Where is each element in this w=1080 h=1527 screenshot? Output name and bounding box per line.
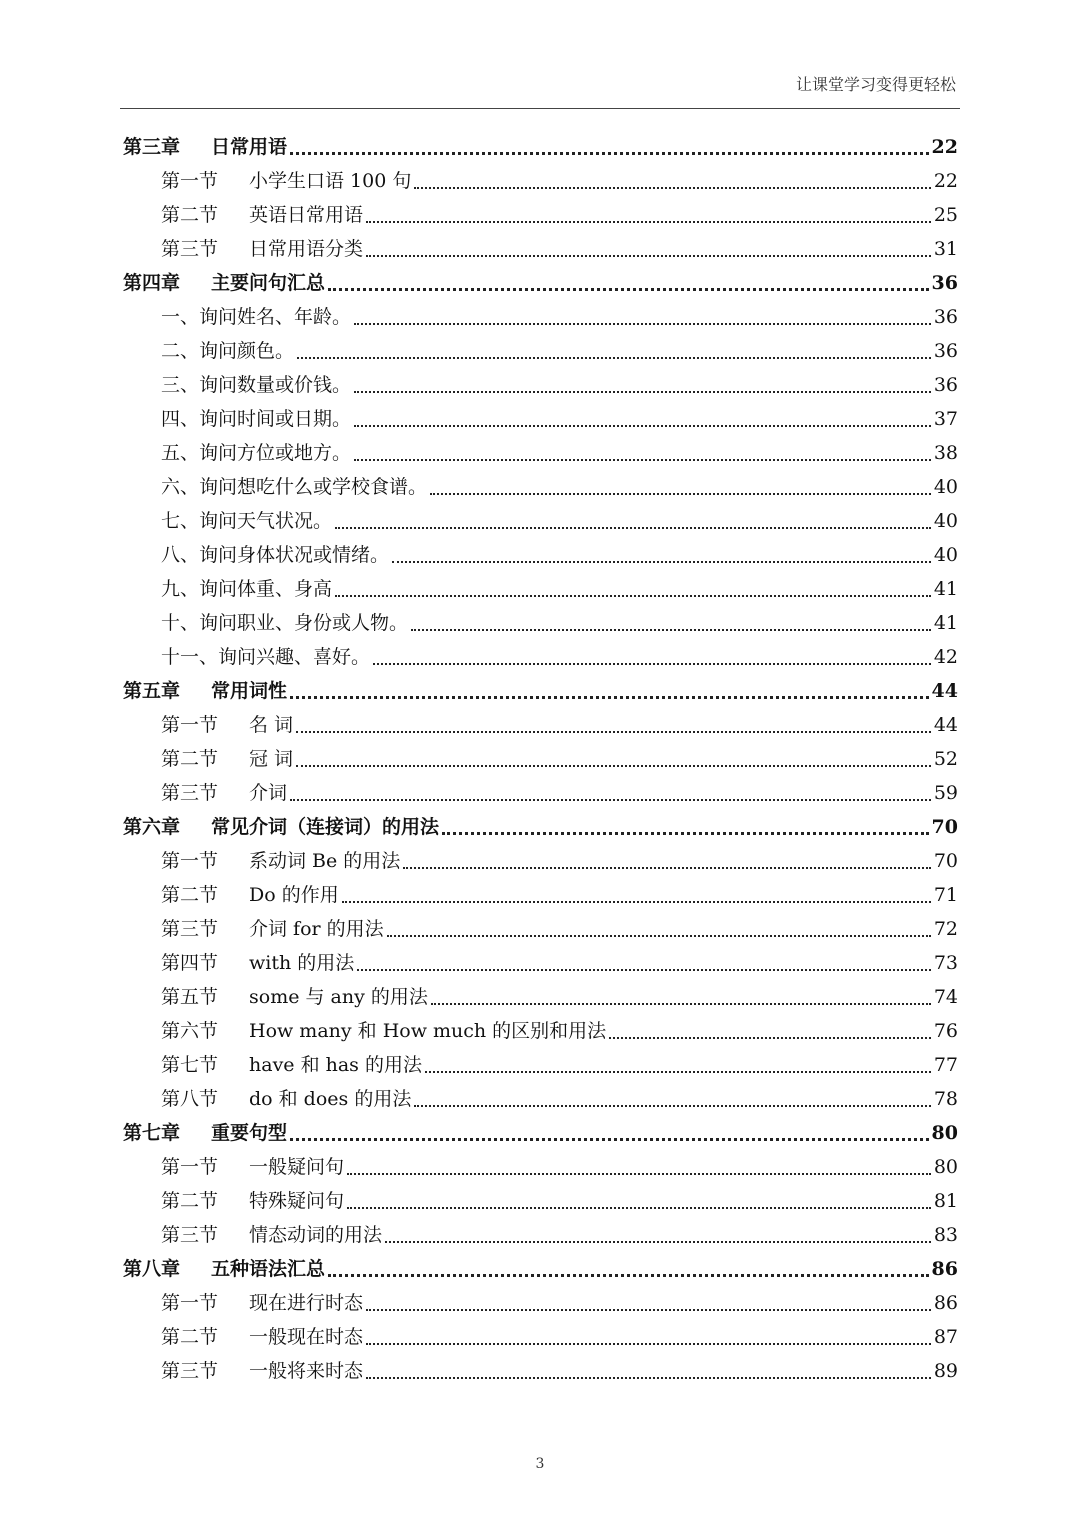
dot-leader xyxy=(342,900,931,903)
toc-title: 八、询问身体状况或情绪。 xyxy=(161,544,390,566)
toc-chapter-row[interactable] xyxy=(123,266,958,300)
toc-title: 情态动词的用法 xyxy=(249,1224,383,1246)
toc-title: 日常用语 xyxy=(211,136,288,158)
toc-title: 四、询问时间或日期。 xyxy=(161,408,352,430)
toc-title: 一般将来时态 xyxy=(249,1360,364,1382)
dot-leader xyxy=(290,798,931,801)
toc-number: 第三节 xyxy=(161,782,219,804)
toc-title: 一般疑问句 xyxy=(249,1156,345,1178)
toc-page-number: 40 xyxy=(933,476,958,498)
toc-entry-row[interactable] xyxy=(123,1048,958,1082)
toc-title: 名 词 xyxy=(249,714,294,736)
toc-chapter-row[interactable] xyxy=(123,1116,958,1150)
dot-leader xyxy=(609,1036,931,1039)
toc-title: 介词 for 的用法 xyxy=(249,918,384,940)
dot-leader xyxy=(366,1308,931,1311)
toc-page-number: 36 xyxy=(933,374,958,396)
toc-title: 介词 xyxy=(249,782,288,804)
toc-title: 小学生口语 100 句 xyxy=(249,170,412,192)
toc-title: 常见介词（连接词）的用法 xyxy=(211,816,440,838)
toc-page-number: 37 xyxy=(933,408,958,430)
toc-entry-row[interactable] xyxy=(123,1354,958,1388)
toc-page-number: 36 xyxy=(933,306,958,328)
toc-page-number: 77 xyxy=(933,1054,958,1076)
toc-entry-row[interactable] xyxy=(123,946,958,980)
toc-title: 一、询问姓名、年龄。 xyxy=(161,306,352,328)
toc-page-number: 31 xyxy=(933,238,958,260)
toc-title: 系动词 Be 的用法 xyxy=(249,850,401,872)
toc-page-number: 22 xyxy=(933,170,958,192)
toc-chapter-row[interactable] xyxy=(123,674,958,708)
page-number: 3 xyxy=(535,1456,545,1472)
toc-title: 主要问句汇总 xyxy=(211,272,326,294)
toc-page-number: 59 xyxy=(933,782,958,804)
dot-leader xyxy=(425,1070,931,1073)
toc-number: 第三节 xyxy=(161,918,219,940)
toc-title: Do 的作用 xyxy=(249,884,339,906)
toc-entry-row[interactable] xyxy=(123,1184,958,1218)
toc-page-number: 86 xyxy=(931,1258,958,1280)
toc-page-number: 42 xyxy=(933,646,958,668)
toc-entry-row[interactable] xyxy=(123,368,958,402)
toc-entry-row[interactable] xyxy=(123,198,958,232)
toc-entry-row[interactable] xyxy=(123,334,958,368)
toc-number: 第一节 xyxy=(161,714,219,736)
toc-page-number: 80 xyxy=(933,1156,958,1178)
toc-title: 重要句型 xyxy=(211,1122,288,1144)
toc-title: some 与 any 的用法 xyxy=(249,986,428,1008)
toc-page-number: 52 xyxy=(933,748,958,770)
dot-leader xyxy=(347,1206,931,1209)
dot-leader xyxy=(354,322,931,325)
toc-title: 一般现在时态 xyxy=(249,1326,364,1348)
dot-leader xyxy=(354,390,931,393)
toc-entry-row[interactable] xyxy=(123,402,958,436)
dot-leader xyxy=(296,730,931,733)
toc-entry-row[interactable] xyxy=(123,1320,958,1354)
dot-leader xyxy=(366,220,931,223)
dot-leader xyxy=(414,186,930,189)
toc-page-number: 81 xyxy=(933,1190,958,1212)
toc-entry-row[interactable] xyxy=(123,300,958,334)
toc-page-number: 83 xyxy=(933,1224,958,1246)
dot-leader xyxy=(335,594,931,597)
toc-entry-row[interactable] xyxy=(123,504,958,538)
toc-number: 第六章 xyxy=(123,816,181,838)
toc-number: 第三节 xyxy=(161,1224,219,1246)
toc-page-number: 80 xyxy=(931,1122,958,1144)
toc-entry-row[interactable] xyxy=(123,232,958,266)
dot-leader xyxy=(431,1002,931,1005)
toc-title: 十一、询问兴趣、喜好。 xyxy=(161,646,371,668)
toc-title: 特殊疑问句 xyxy=(249,1190,345,1212)
toc-title: 冠 词 xyxy=(249,748,294,770)
toc-number: 第二节 xyxy=(161,204,219,226)
toc-title: 英语日常用语 xyxy=(249,204,364,226)
toc-number: 第七章 xyxy=(123,1122,181,1144)
toc-number: 第一节 xyxy=(161,850,219,872)
toc-number: 第六节 xyxy=(161,1020,219,1042)
toc-number: 第二节 xyxy=(161,1190,219,1212)
toc-number: 第五节 xyxy=(161,986,219,1008)
toc-entry-row[interactable] xyxy=(123,742,958,776)
toc-entry-row[interactable] xyxy=(123,572,958,606)
toc-entry-row[interactable] xyxy=(123,1218,958,1252)
toc-page-number: 40 xyxy=(933,544,958,566)
toc-entry-row[interactable] xyxy=(123,538,958,572)
toc-page-number: 86 xyxy=(933,1292,958,1314)
toc-page-number: 74 xyxy=(933,986,958,1008)
dot-leader xyxy=(366,1342,931,1345)
toc-title: 五、询问方位或地方。 xyxy=(161,442,352,464)
toc-page-number: 44 xyxy=(931,680,958,702)
dot-leader xyxy=(357,968,931,971)
toc-page-number: 70 xyxy=(933,850,958,872)
toc-entry-row[interactable] xyxy=(123,1150,958,1184)
dot-leader xyxy=(335,526,931,529)
toc-page-number: 41 xyxy=(933,578,958,600)
toc-title: 二、询问颜色。 xyxy=(161,340,295,362)
toc-entry-row[interactable] xyxy=(123,844,958,878)
toc-title: with 的用法 xyxy=(249,952,355,974)
toc-number: 第四章 xyxy=(123,272,181,294)
dot-leader xyxy=(411,628,931,631)
dot-leader xyxy=(354,424,931,427)
dot-leader xyxy=(403,866,931,869)
dot-leader xyxy=(328,1273,929,1277)
toc-chapter-row[interactable] xyxy=(123,810,958,844)
toc-entry-row[interactable] xyxy=(123,708,958,742)
toc-page-number: 72 xyxy=(933,918,958,940)
running-header: 让课堂学习变得更轻松 xyxy=(795,75,956,94)
toc-page-number: 44 xyxy=(933,714,958,736)
toc-chapter-row[interactable] xyxy=(123,1252,958,1286)
dot-leader xyxy=(290,1137,929,1141)
dot-leader xyxy=(442,831,929,835)
toc-entry-row[interactable] xyxy=(123,912,958,946)
dot-leader xyxy=(385,1240,931,1243)
toc-number: 第三节 xyxy=(161,1360,219,1382)
toc-number: 第八节 xyxy=(161,1088,219,1110)
toc-entry-row[interactable] xyxy=(123,980,958,1014)
toc-number: 第一节 xyxy=(161,170,219,192)
toc-entry-row[interactable] xyxy=(123,436,958,470)
toc-number: 第三章 xyxy=(123,136,181,158)
toc-number: 第五章 xyxy=(123,680,181,702)
toc-entry-row[interactable] xyxy=(123,164,958,198)
toc-number: 第七节 xyxy=(161,1054,219,1076)
toc-number: 第一节 xyxy=(161,1292,219,1314)
dot-leader xyxy=(347,1172,931,1175)
toc-page-number: 40 xyxy=(933,510,958,532)
toc-entry-row[interactable] xyxy=(123,776,958,810)
toc-number: 第八章 xyxy=(123,1258,181,1280)
toc-title: 三、询问数量或价钱。 xyxy=(161,374,352,396)
toc-title: 现在进行时态 xyxy=(249,1292,364,1314)
toc-page-number: 73 xyxy=(933,952,958,974)
toc-number: 第二节 xyxy=(161,1326,219,1348)
toc-number: 第四节 xyxy=(161,952,219,974)
toc-page-number: 22 xyxy=(931,136,958,158)
dot-leader xyxy=(392,560,931,563)
toc-entry-row[interactable] xyxy=(123,878,958,912)
toc-entry-row[interactable] xyxy=(123,470,958,504)
toc-entry-row[interactable] xyxy=(123,1286,958,1320)
toc-title: 常用词性 xyxy=(211,680,288,702)
toc-chapter-row[interactable] xyxy=(123,130,958,164)
dot-leader xyxy=(296,764,931,767)
toc-page-number: 89 xyxy=(933,1360,958,1382)
toc-page-number: 25 xyxy=(933,204,958,226)
toc-entry-row[interactable] xyxy=(123,640,958,674)
toc-title: 六、询问想吃什么或学校食谱。 xyxy=(161,476,428,498)
toc-page-number: 76 xyxy=(933,1020,958,1042)
toc-page-number: 36 xyxy=(933,340,958,362)
toc-entry-row[interactable] xyxy=(123,1014,958,1048)
dot-leader xyxy=(290,151,929,155)
toc-page-number: 36 xyxy=(931,272,958,294)
dot-leader xyxy=(290,695,929,699)
toc-title: 十、询问职业、身份或人物。 xyxy=(161,612,409,634)
dot-leader xyxy=(366,1376,931,1379)
toc-page-number: 41 xyxy=(933,612,958,634)
toc-title: 日常用语分类 xyxy=(249,238,364,260)
toc-title: 九、询问体重、身高 xyxy=(161,578,333,600)
dot-leader xyxy=(430,492,931,495)
dot-leader xyxy=(328,287,929,291)
toc-number: 第二节 xyxy=(161,748,219,770)
dot-leader xyxy=(297,356,931,359)
dot-leader xyxy=(354,458,931,461)
table-of-contents xyxy=(123,130,958,1388)
toc-number: 第一节 xyxy=(161,1156,219,1178)
toc-title: have 和 has 的用法 xyxy=(249,1054,422,1076)
toc-number: 第二节 xyxy=(161,884,219,906)
dot-leader xyxy=(387,934,931,937)
toc-page-number: 70 xyxy=(931,816,958,838)
toc-title: do 和 does 的用法 xyxy=(249,1088,412,1110)
toc-page-number: 78 xyxy=(933,1088,958,1110)
dot-leader xyxy=(366,254,931,257)
toc-title: 五种语法汇总 xyxy=(211,1258,326,1280)
toc-entry-row[interactable] xyxy=(123,606,958,640)
dot-leader xyxy=(373,662,931,665)
toc-page-number: 71 xyxy=(933,884,958,906)
toc-number: 第三节 xyxy=(161,238,219,260)
toc-page-number: 87 xyxy=(933,1326,958,1348)
toc-entry-row[interactable] xyxy=(123,1082,958,1116)
dot-leader xyxy=(414,1104,930,1107)
toc-title: How many 和 How much 的区别和用法 xyxy=(249,1020,607,1042)
header-rule xyxy=(120,108,960,109)
toc-title: 七、询问天气状况。 xyxy=(161,510,333,532)
toc-page-number: 38 xyxy=(933,442,958,464)
